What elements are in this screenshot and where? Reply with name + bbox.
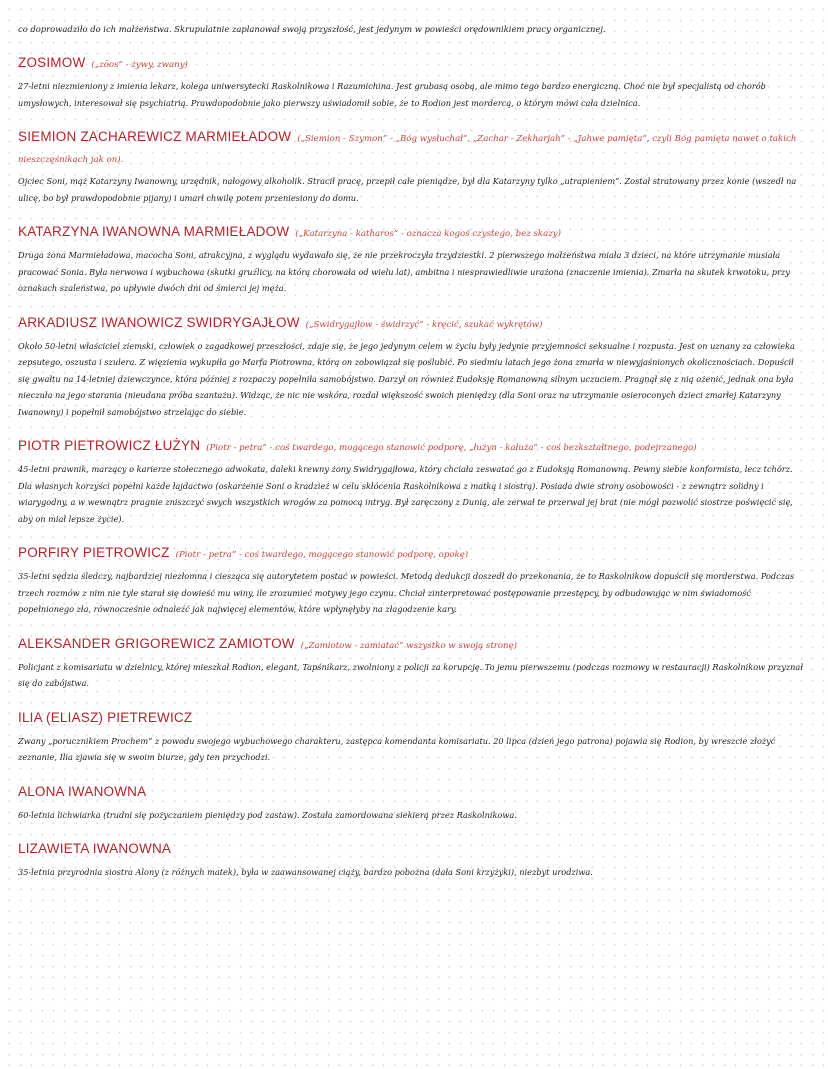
character-entry: [18, 222, 806, 297]
character-description: 45-letni prawnik, marzący o karierze stołecznego adwokata, daleki krewny żony Swidrygajłowa, który chciała zeswatać go z Eudoksją Romanowną. Pewny siebie konformista, lecz tchórz. Dla własnych korzyści popełni każde łajdactwo (oskarżenie Soni o kradzież w celu skłócenia Raskolnikowa z matką i siostrą). Posiada dwie strony osobowości - z zewnątrz solidny i wiarygodny, a w wewnątrz pragnie zniszczyć swych wszystkich wrogów za pomocą intryg. Był zaręczony z Dunią, ale zerwał te przerwał jej brat (nie mógł pozwolić siostrze poświęcić się, aby on miał lepsze życie).: [18, 464, 793, 524]
character-description: Druga żona Marmieładowa, macocha Soni, atrakcyjna, z wyglądu wydawało się, że nie przekroczyła trzydziestki. 2 pierwszego małżeństwa miała 3 dzieci, na które utrzymanie musiała pracować Sonia. Była nerwowa i wybuchowa (skutki gruźlicy, na którą chorowała od wielu lat), ambitna i niesprawiedliwie urażona (znaczenie imienia). Zmarła na skutek krwotoku, przy oznakach szaleństwa, po upływie dwóch dni od śmierci jej męża.: [18, 250, 790, 293]
name-etymology: („Katarzyna - katharos” - oznacza kogoś czystego, bez skazy): [295, 229, 561, 239]
character-entry: [18, 543, 806, 618]
character-entry: [18, 839, 806, 881]
character-description: Zwany „porucznikiem Prochem” z powodu swojego wybuchowego charakteru, zastępca komendanta komisariatu. 20 lipca (dzień jego patrona) pojawia się Rodion, by wreszcie złożyć zeznanie, Ilia zjawia się w swoim biurze, gdy ten przychodzi.: [18, 735, 776, 762]
character-name: ILIA (ELIASZ) PIETREWICZ: [18, 709, 193, 725]
entry-header: [18, 436, 806, 457]
character-entry: [18, 436, 806, 527]
character-entry: [18, 53, 806, 111]
character-name: LIZAWIETA IWANOWNA: [18, 841, 172, 856]
intro-paragraph: co doprowadziło do ich małżeństwa. Skrupulatnie zaplanował swoją przyszłość, jest jedynym w powieści orędownikiem pracy organicznej.: [18, 24, 606, 34]
character-entry: [18, 634, 806, 692]
name-etymology: („Swidrygajłow - świdrzyć” - kręcić, szukać wykrętów): [305, 319, 543, 330]
name-etymology: (Piotr - petra” - coś twardego, mogącego stanowić podporę, „łużyn - kałuża” - coś bezkształtnego, podejrzanego): [206, 443, 697, 453]
character-name: ALONA IWANOWNA: [18, 783, 147, 799]
entry-header: [18, 222, 806, 243]
entry-header: [18, 634, 806, 655]
character-entry: [18, 782, 806, 824]
entry-header: [18, 543, 806, 564]
character-name: ALEKSANDER GRIGOREWICZ ZAMIOTOW: [18, 635, 295, 651]
character-entry: [18, 127, 806, 206]
character-name: PORFIRY PIETROWICZ: [18, 545, 170, 560]
character-name: SIEMION ZACHAREWICZ MARMIEŁADOW: [18, 129, 292, 144]
entry-header: [18, 708, 806, 729]
entry-header: [18, 53, 806, 74]
character-name: ZOSIMOW: [18, 55, 86, 70]
character-description: 35-letni sędzia śledczy, najbardziej niezłomna i ciesząca się autorytetem postać w powieści. Metodą dedukcji doszedł do przekonania, że to Raskolnikow dopuścił się morderstwa. Podczas trzech rozmów z nim nie tyle starał się dowieść mu winy, ile zrozumieć motywy jego czynu. Chciał zinterpretować postępowanie przestępcy, by odbudowując w nim świadomość popełnionego zła, równocześnie odnaleźć jak najwięcej elementów, które wpłynęłyby na złagodzenie kary.: [18, 571, 795, 614]
character-description: Około 50-letni właściciel ziemski, człowiek o zagadkowej przeszłości, zdaje się, że jego jedynym celem w życiu były jedynie przyjemności seksualne i rozpusta. Jest on uznany za człowieka zepsutego, oszusta i szulera. Z więzienia wykupiła go Marfa Piotrowna, którą on zobowiązał się poślubić. Po siedmiu latach jego żona zmarła w niewyjaśnionych okolicznościach. Dopuścił się gwałtu na 14-letniej dziewczynce, która później z rozpaczy popełniła samobójstwo. Darzył on również Eudoksję Romanowną silnym uczuciem. Pragnął się z nią ożenić, jednak ona była nieczuła na jego starania (nieudana próba szantażu). Widząc, że nic nie wskóra, rozdał większość swoich pieniędzy (dla Soni oraz na utrzymanie osieroconych dzieci zmarłej Katarzyny Iwanowny) i popełnił samobójstwo strzelając do siebie.: [18, 340, 795, 417]
character-description: 60-letnia lichwiarka (trudni się pożyczaniem pieniędzy pod zastaw). Została zamordowana siekierą przez Raskolnikowa.: [18, 809, 517, 820]
name-etymology: („zōos” - żywy, zwany): [91, 60, 188, 70]
character-description: Policjant z komisariatu w dzielnicy, której mieszkał Rodion, elegant, Tapśnikarz, zwolniony z policji za korupcję. To jemu pierwszemu (podczas rozmowy w restauracji) Raskolnikow przyznał się do zabójstwa.: [18, 661, 803, 688]
character-description: Ojciec Soni, mąż Katarzyny Iwanowny, urzędnik, nałogowy alkoholik. Stracił pracę, przepił całe pieniądze, był dla Katarzyny tylko „utrapieniem”. Został stratowany przez konie (wszedł na ulicę, bo był prawdopodobnie pijany) i umarł chwilę potem przeniesiony do domu.: [18, 176, 797, 203]
character-name: ARKADIUSZ IWANOWICZ SWIDRYGAJŁOW: [18, 314, 300, 330]
character-entry: [18, 708, 806, 766]
character-description: 35-letnia przyrodnia siostra Alony (z różnych matek), była w zaawansowanej ciąży, bardzo pobożna (dała Soni krzyżyki), niezbyt urodziwa.: [18, 867, 593, 877]
entry-header: [18, 839, 806, 860]
name-etymology: („Zamiotow - zamiatać” wszystko w swoją stronę): [300, 640, 518, 651]
name-etymology: („Siemion - Szymon” - „Bóg wysłuchał”, „Zachar - Zekharjah” - „Jahwe pamięta”, czyli Bóg pamięta nawet o takich nieszczęśnikach jak on).: [18, 134, 797, 165]
entry-header: [18, 313, 806, 334]
name-etymology: (Piotr - petra” - coś twardego, mogącego stanowić podporę, opokę): [175, 550, 469, 560]
character-name: KATARZYNA IWANOWNA MARMIEŁADOW: [18, 224, 290, 239]
entry-header: [18, 782, 806, 803]
character-description: 27-letni niezmieniony z imienia lekarz, kolega uniwersytecki Raskolnikowa i Razumichina. Jest grubasą osobą, ale mimo tego bardzo energiczną. Choć nie był specjalistą od chorób umysłowych, interesował się psychiatrią. Prawdopodobnie jako pierwszy uświadomił sobie, że to Rodion jest mordercą, o którym mówi cała dzielnica.: [18, 81, 766, 108]
character-entry: [18, 313, 806, 421]
character-name: PIOTR PIETROWICZ ŁUŻYN: [18, 438, 201, 453]
entry-header: [18, 127, 806, 169]
